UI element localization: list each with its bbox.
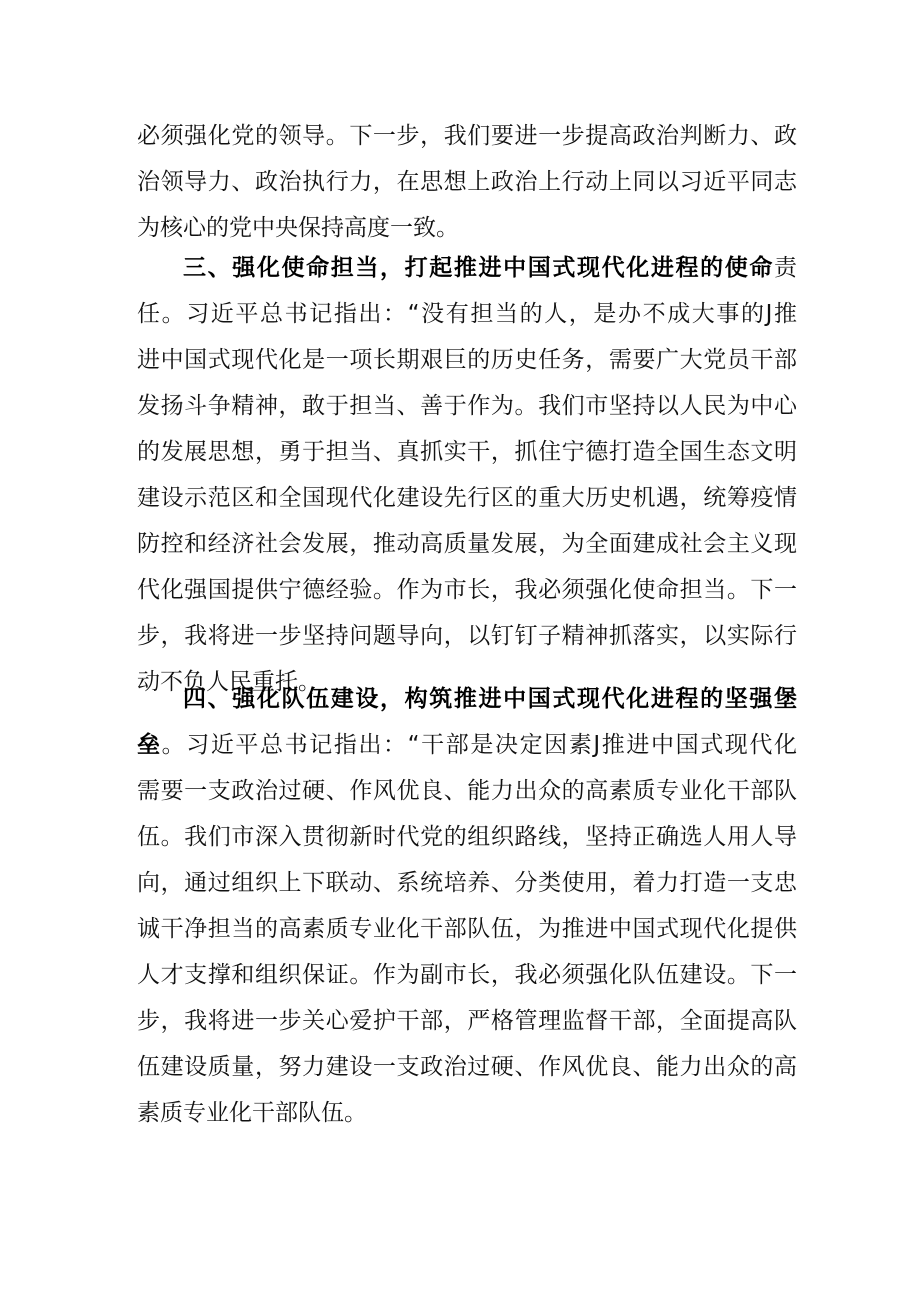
section-heading-3: 三、强化使命担当，打起推进中国式现代化进程的使命 — [183, 255, 774, 281]
text-line: 代化强国提供宁德经验。作为市长，我必须强化使命担当。下一 — [137, 577, 797, 603]
heading-line — [137, 245, 797, 291]
text-line: 伍建设质量，努力建设一支政治过硬、作风优良、能力出众的高 — [137, 1054, 797, 1080]
heading-line — [137, 676, 797, 722]
text-line — [137, 722, 797, 768]
text-line: 为核心的党中央保持高度一致。 — [137, 215, 459, 241]
text-line: 任。习近平总书记指出：“没有担当的人，是办不成大事的J推 — [137, 301, 797, 327]
paragraph-1 — [137, 113, 797, 251]
paragraph-2 — [137, 245, 797, 705]
section-heading-4-cont: 垒 — [137, 732, 162, 758]
text-line: 步，我将进一步关心爱护干部，严格管理监督干部，全面提高队 — [137, 1008, 797, 1034]
text-line: 的发展思想，勇于担当、真抓实干，抓住宁德打造全国生态文明 — [137, 439, 797, 465]
section-heading-4: 四、强化队伍建设，构筑推进中国式现代化进程的坚强堡 — [183, 686, 797, 712]
text-line: 发扬斗争精神，敢于担当、善于作为。我们市坚持以人民为中心 — [137, 393, 797, 419]
text-line: 进中国式现代化是一项长期艰巨的历史任务，需要广大党员干部 — [137, 347, 797, 373]
text-fragment: 。习近平总书记指出：“干部是决定因素J推进中国式现代化 — [161, 732, 798, 758]
text-line: 伍。我们市深入贯彻新时代党的组织路线，坚持正确选人用人导 — [137, 824, 797, 850]
text-line: 步，我将进一步坚持问题导向，以钉钉子精神抓落实，以实际行 — [137, 623, 797, 649]
text-line: 向，通过组织上下联动、系统培养、分类使用，着力打造一支忠 — [137, 870, 797, 896]
text-line: 诚干净担当的高素质专业化干部队伍，为推进中国式现代化提供 — [137, 916, 797, 942]
text-line: 素质专业化干部队伍。 — [137, 1100, 367, 1126]
text-line: 动不负人民重托。 — [137, 669, 321, 695]
text-fragment: 责 — [774, 255, 797, 281]
text-line: 建设示范区和全国现代化建设先行区的重大历史机遇，统筹疫情 — [137, 485, 797, 511]
text-line: 防控和经济社会发展，推动高质量发展，为全面建成社会主义现 — [137, 531, 797, 557]
text-line: 需要一支政治过硬、作风优良、能力出众的高素质专业化干部队 — [137, 778, 797, 804]
paragraph-3 — [137, 676, 797, 1136]
text-line: 必须强化党的领导。下一步，我们要进一步提高政治判断力、政 — [137, 123, 797, 149]
text-line: 治领导力、政治执行力，在思想上政治上行动上同以习近平同志 — [137, 169, 797, 195]
text-line: 人才支撑和组织保证。作为副市长，我必须强化队伍建设。下一 — [137, 962, 797, 988]
